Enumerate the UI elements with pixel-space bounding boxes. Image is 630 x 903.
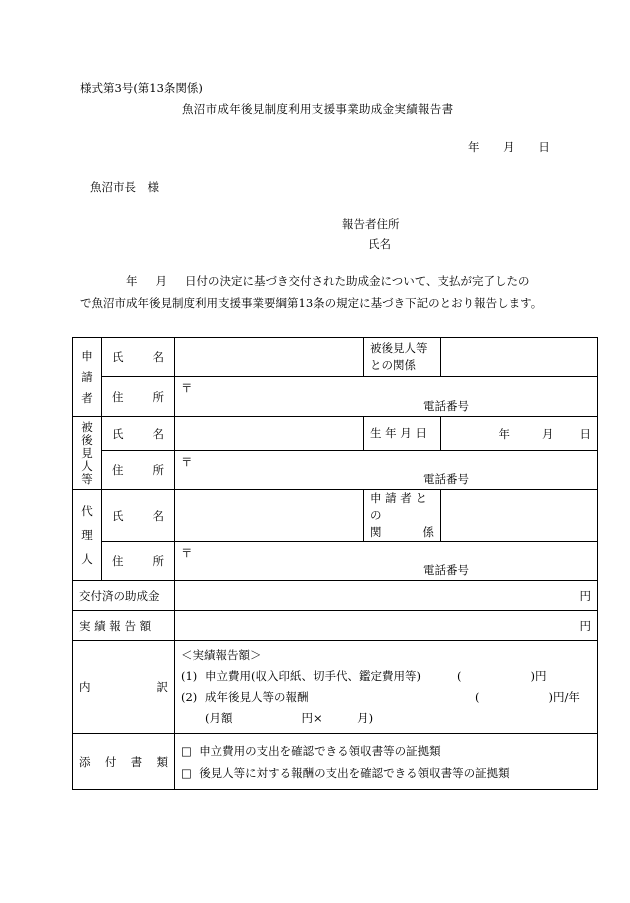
reported-amount-field[interactable] xyxy=(175,611,598,641)
attachments-label: 添 付 書 類 xyxy=(73,734,175,790)
granted-amount-field[interactable] xyxy=(175,581,598,611)
applicant-phone-label: 電話番号 xyxy=(423,399,469,413)
body-year: 年 xyxy=(126,274,138,288)
attachment-item-2: □ 後見人等に対する報酬の支出を確認できる領収書等の証拠類 xyxy=(181,765,510,780)
attachment-checkbox-1[interactable]: □ xyxy=(181,743,192,758)
applicant-relation-label: 被後見人等 との関係 xyxy=(364,338,441,377)
ward-group-label: 被 後 見 人 等 xyxy=(73,417,102,490)
body-text xyxy=(80,270,542,314)
agent-postal-mark: 〒 xyxy=(181,546,193,560)
ward-dob-label: 生 年 月 日 xyxy=(364,417,441,451)
attachment-item-1: □ 申立費用の支出を確認できる領収書等の証拠類 xyxy=(181,743,441,758)
applicant-relation-field[interactable] xyxy=(441,338,598,377)
agent-group-label: 代 理 人 xyxy=(73,490,102,581)
body-line1: 日付の決定に基づき交付された助成金について、支払が完了したの xyxy=(185,274,530,288)
attachments-field xyxy=(175,734,598,790)
form-title: 魚沼市成年後見制度利用支援事業助成金実績報告書 xyxy=(182,102,454,116)
agent-name-field[interactable] xyxy=(175,490,364,542)
granted-unit: 円 xyxy=(579,588,591,603)
reported-unit: 円 xyxy=(579,618,591,633)
applicant-name-label: 氏 名 xyxy=(102,338,175,377)
reporter-address-label: 報告者住所 xyxy=(342,217,400,231)
agent-name-label: 氏 名 xyxy=(102,490,175,542)
ward-name-label: 氏 名 xyxy=(102,417,175,451)
reporter-name-label: 氏名 xyxy=(368,237,391,251)
agent-relation-label: 申 請 者 と の 関 係 xyxy=(364,490,441,542)
applicant-postal-mark: 〒 xyxy=(181,381,193,395)
body-month: 月 xyxy=(155,274,167,288)
ward-dob-field[interactable]: 年 月 日 xyxy=(441,417,598,451)
breakdown-field[interactable] xyxy=(175,641,598,734)
ward-phone-label: 電話番号 xyxy=(423,472,469,486)
agent-relation-field[interactable] xyxy=(441,490,598,542)
ward-address-label: 住 所 xyxy=(102,451,175,490)
breakdown-heading: ＜実績報告額＞ xyxy=(181,648,262,662)
agent-address-label: 住 所 xyxy=(102,542,175,581)
agent-phone-label: 電話番号 xyxy=(423,563,469,577)
body-line2: で魚沼市成年後見制度利用支援事業要綱第13条の規定に基づき下記のとおり報告します。 xyxy=(80,296,543,310)
report-table xyxy=(72,337,598,790)
form-number: 様式第3号(第13条関係) xyxy=(80,81,203,95)
ward-name-field[interactable] xyxy=(175,417,364,451)
applicant-address-field[interactable] xyxy=(175,377,598,417)
date-month: 月 xyxy=(503,140,515,154)
applicant-name-field[interactable] xyxy=(175,338,364,377)
attachment-checkbox-2[interactable]: □ xyxy=(181,765,192,780)
agent-address-field[interactable] xyxy=(175,542,598,581)
breakdown-item-1: (1) 申立費用(収入印紙、切手代、鑑定費用等) ( )円 xyxy=(181,669,547,683)
date-day: 日 xyxy=(538,140,550,154)
ward-address-field[interactable] xyxy=(175,451,598,490)
applicant-address-label: 住 所 xyxy=(102,377,175,417)
date-line xyxy=(468,139,550,155)
breakdown-item-2-sub: (月額 円× 月) xyxy=(205,711,374,725)
breakdown-label: 内 訳 xyxy=(73,641,175,734)
reported-amount-label: 実 績 報 告 額 xyxy=(73,611,175,641)
date-year: 年 xyxy=(468,140,480,154)
granted-amount-label: 交付済の助成金 xyxy=(73,581,175,611)
breakdown-item-2: (2) 成年後見人等の報酬 ( )円/年 xyxy=(181,690,580,704)
addressee: 魚沼市長 様 xyxy=(90,180,159,194)
applicant-group-label: 申 請 者 xyxy=(73,338,102,417)
ward-postal-mark: 〒 xyxy=(181,455,193,469)
